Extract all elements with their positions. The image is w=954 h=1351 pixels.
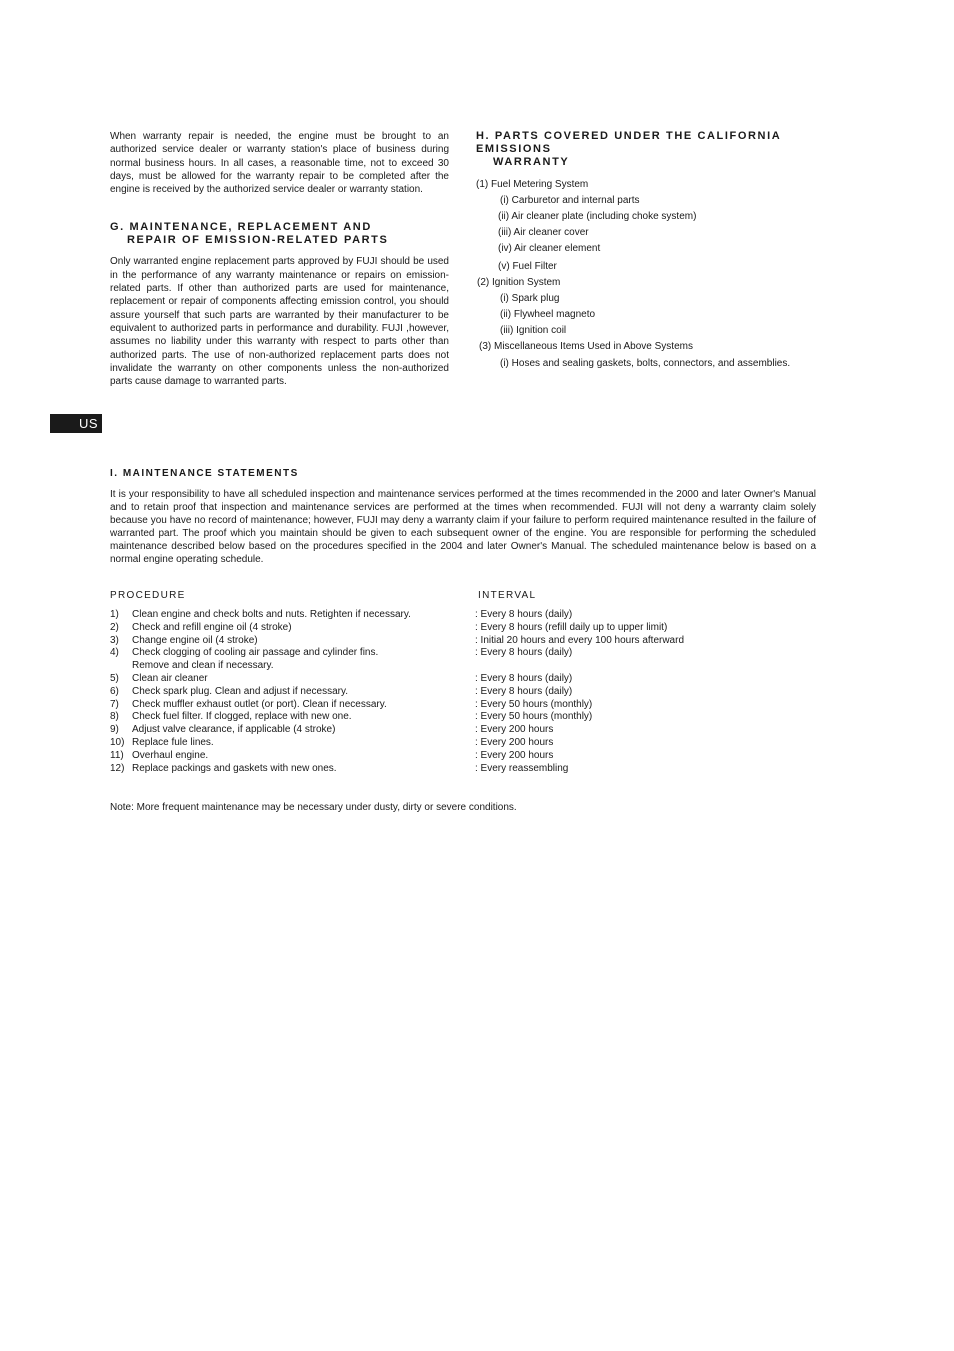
section-g-title-line1: G. MAINTENANCE, REPLACEMENT AND: [110, 221, 372, 234]
procedure-text: Overhaul engine.: [132, 749, 209, 761]
interval-cell: : Every 50 hours (monthly): [475, 711, 593, 723]
section-h-title: [476, 130, 846, 169]
procedure-text: Check muffler exhaust outlet (or port). Clean if necessary.: [132, 698, 387, 710]
row-number: 10): [110, 736, 125, 748]
covered-parts-list: [476, 177, 846, 372]
procedure-cell: [132, 737, 472, 750]
section-i: [110, 467, 816, 566]
intro-paragraph: When warranty repair is needed, the engine must be brought to an authorized service dealer or warranty station's place of business during normal business hours. In all cases, a reasonable time, not to exceed 30 days, must be allowed for the warranty repair to be completed after the engine is received by the authorized service dealer or warranty station.: [110, 131, 449, 196]
procedure-text: Adjust valve clearance, if applicable (4 stroke): [132, 724, 336, 736]
interval-cell: : Every 200 hours: [475, 749, 554, 761]
row-number: 9): [110, 724, 119, 736]
table-row: [110, 737, 830, 750]
procedure-cell: [132, 763, 472, 776]
interval-cell: : Every 50 hours (monthly): [475, 698, 593, 710]
procedure-cell: [132, 673, 472, 686]
parts-group-label: (3) Miscellaneous Items Used in Above Systems: [479, 341, 693, 352]
interval-cell: : Every 8 hours (refill daily up to upper limit): [475, 621, 668, 633]
parts-item: (i) Spark plug: [500, 293, 560, 304]
table-row: [110, 673, 830, 686]
parts-item: (i) Carburetor and internal parts: [500, 195, 640, 206]
procedure-cell: [132, 647, 472, 673]
procedure-text: Check and refill engine oil (4 stroke): [132, 621, 292, 633]
interval-cell: : Every 8 hours (daily): [475, 609, 573, 620]
section-i-body: It is your responsibility to have all scheduled inspection and maintenance services performed at the times recommended in the 2000 and later Owner's Manual and to retain proof that inspection and maintenance services are performed at the times when recommended. FUJI will not deny a warranty claim solely because you have no record of maintenance; however, FUJI may deny a warranty claim if your failure to perform required maintenance resulted in the failure of warranted part. The proof which you maintain should be given to each subsequent owner of the engine. You are responsible for performing the scheduled maintenance described below based on the procedures specified in the 2004 and later Owner's Manual. The scheduled maintenance below is based on a normal engine operating schedule.: [110, 489, 816, 565]
row-number: 6): [110, 685, 119, 697]
procedure-column-header: PROCEDURE: [110, 590, 186, 601]
procedure-text: Replace fule lines.: [132, 736, 214, 748]
interval-cell: : Every reassembling: [475, 762, 569, 774]
procedure-cell: [132, 635, 472, 648]
parts-item: (ii) Air cleaner plate (including choke system): [498, 211, 697, 222]
row-number: 7): [110, 698, 119, 710]
procedure-text: Check spark plug. Clean and adjust if necessary.: [132, 685, 349, 697]
left-column: [110, 130, 449, 388]
procedure-cell: [132, 711, 472, 724]
right-column: [476, 130, 846, 372]
procedure-cell: [132, 699, 472, 712]
parts-item: (iv) Air cleaner element: [498, 243, 601, 254]
procedure-text: Clean air cleaner: [132, 672, 208, 684]
parts-item: (ii) Flywheel magneto: [500, 309, 596, 320]
parts-item: (v) Fuel Filter: [498, 261, 557, 272]
procedure-text: Check fuel filter. If clogged, replace with new one.: [132, 711, 352, 723]
procedure-text: Clean engine and check bolts and nuts. Retighten if necessary.: [132, 609, 411, 620]
table-row: [110, 635, 830, 648]
procedure-text: Check clogging of cooling air passage and cylinder fins.: [132, 647, 379, 659]
language-tab-us: [50, 414, 102, 433]
row-number: 11): [110, 749, 124, 761]
interval-cell: : Initial 20 hours and every 100 hours afterward: [475, 634, 685, 646]
parts-item: (iii) Ignition coil: [500, 325, 567, 336]
procedure-cell: [132, 750, 472, 763]
table-row: [110, 622, 830, 635]
table-row: [110, 647, 830, 673]
table-row: [110, 724, 830, 737]
interval-column-header: INTERVAL: [478, 590, 537, 601]
procedure-cell: [132, 724, 472, 737]
procedure-text: Change engine oil (4 stroke): [132, 634, 258, 646]
row-number: 5): [110, 672, 119, 684]
parts-group-label: (1) Fuel Metering System: [476, 179, 589, 190]
section-g-title: [110, 221, 449, 247]
procedure-cell: [132, 622, 472, 635]
interval-cell: : Every 8 hours (daily): [475, 685, 573, 697]
parts-item: (i) Hoses and sealing gaskets, bolts, connectors, and assemblies.: [500, 358, 791, 369]
row-number: 12): [110, 762, 125, 774]
procedure-text-continued: Remove and clean if necessary.: [132, 660, 274, 672]
row-number: 4): [110, 647, 119, 659]
row-number: 8): [110, 711, 119, 723]
row-number: 2): [110, 621, 119, 633]
section-h-title-line1: H. PARTS COVERED UNDER THE CALIFORNIA EMISSIONS: [476, 130, 781, 155]
section-h-title-line2: WARRANTY: [493, 156, 570, 168]
parts-group-label: (2) Ignition System: [477, 277, 561, 288]
maintenance-note: Note: More frequent maintenance may be necessary under dusty, dirty or severe conditions.: [110, 802, 517, 813]
procedure-cell: [132, 686, 472, 699]
table-row: [110, 699, 830, 712]
maintenance-schedule-table: [110, 609, 830, 775]
table-row: [110, 609, 830, 622]
procedure-text: Replace packings and gaskets with new ones.: [132, 762, 337, 774]
row-number: 1): [110, 609, 119, 620]
interval-cell: : Every 200 hours: [475, 724, 554, 736]
section-g-body: Only warranted engine replacement parts approved by FUJI should be used in the performance of any warranty maintenance or repairs on emission-related parts. If other than authorized parts are used for maintenance, replacement or repair of components affecting emission control, you should assure yourself that such parts are warranted by their manufacturer to be equivalent to authorized parts in performance and durability. FUJI ,however, assumes no liability under this warranty with respect to parts other than authorized parts. The use of non-authorized replacement parts does not invalidate the warranty on other components unless the non-authorized parts cause damage to warranted parts.: [110, 256, 449, 388]
table-row: [110, 763, 830, 776]
language-tab-label: US: [78, 416, 98, 431]
table-row: [110, 750, 830, 763]
interval-cell: : Every 200 hours: [475, 736, 554, 748]
procedure-cell: [132, 609, 472, 622]
table-row: [110, 711, 830, 724]
interval-cell: : Every 8 hours (daily): [475, 647, 573, 659]
table-row: [110, 686, 830, 699]
interval-cell: : Every 8 hours (daily): [475, 672, 573, 684]
parts-item: (iii) Air cleaner cover: [498, 227, 589, 238]
row-number: 3): [110, 634, 119, 646]
section-g-title-line2: REPAIR OF EMISSION-RELATED PARTS: [127, 234, 389, 247]
section-i-title: I. MAINTENANCE STATEMENTS: [110, 468, 299, 479]
